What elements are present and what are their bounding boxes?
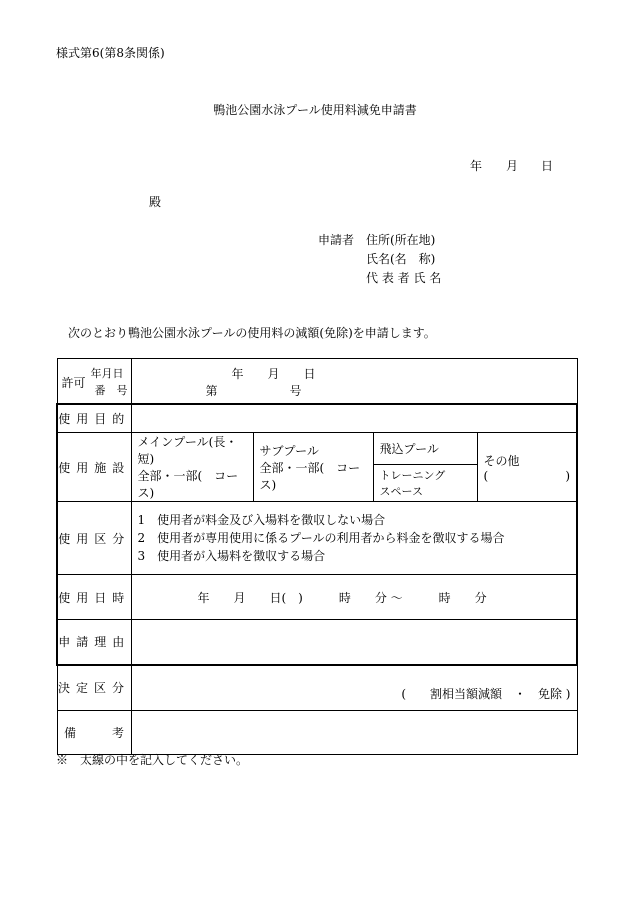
decision-label: 決定区分 (57, 665, 131, 711)
facility-other[interactable] (477, 433, 577, 502)
category-label: 使用区分 (57, 502, 131, 575)
row-facility-top (57, 433, 577, 465)
applicant-label: 申請者 (318, 233, 355, 247)
row-remarks (57, 711, 577, 755)
row-category (57, 502, 577, 575)
addressee-suffix: 殿 (149, 195, 162, 209)
page-title: 鴨池公園水泳プール使用料減免申請書 (213, 103, 417, 117)
reason-input[interactable] (131, 620, 577, 665)
permit-number-value: 第 号 (205, 384, 302, 399)
category-option-1[interactable]: 1 使用者が料金及び入場料を徴収しない場合 (137, 513, 386, 527)
row-reason (57, 620, 577, 665)
facility-sub-pool[interactable] (253, 433, 373, 502)
category-options (131, 502, 577, 575)
category-option-2[interactable]: 2 使用者が専用使用に係るプールの利用者から料金を徴収する場合 (137, 531, 505, 545)
facility-label: 使用施設 (57, 433, 131, 502)
remarks-label: 備 考 (57, 711, 131, 755)
row-permit (57, 359, 577, 404)
facility-diving-pool[interactable]: 飛込プール (373, 433, 477, 465)
application-table (56, 358, 576, 746)
datetime-value[interactable]: 年 月 日( ) 時 分 〜 時 分 (131, 575, 577, 620)
row-purpose (57, 404, 577, 433)
reason-label: 申請理由 (57, 620, 131, 665)
applicant-address: 住所(所在地) (366, 233, 436, 247)
permit-sub-number: 番 号 (94, 384, 128, 398)
main-pool-detail: 全部・一部( コース) (137, 469, 239, 500)
other-close-paren: ) (565, 468, 570, 483)
decision-value: ( 割相当額減額 ・ 免除 ) (131, 665, 577, 711)
intro-text: 次のとおり鴨池公園水泳プールの使用料の減額(免除)を申請します。 (68, 326, 436, 340)
other-open-paren: ( (483, 468, 489, 483)
training-space-line-2: スペース (379, 485, 423, 499)
date-day: 日 (541, 159, 554, 173)
applicant-name: 氏名(名 称) (366, 252, 436, 266)
permit-label: 許可 (61, 376, 86, 391)
permit-value-cell[interactable] (131, 359, 577, 404)
remarks-input (131, 711, 577, 755)
date-year: 年 (470, 159, 483, 173)
category-option-3[interactable]: 3 使用者が入場料を徴収する場合 (137, 549, 326, 563)
applicant-representative: 代 表 者 氏 名 (366, 271, 442, 285)
sub-pool-detail: 全部・一部( コース) (259, 460, 361, 492)
date-month: 月 (506, 159, 519, 173)
main-pool-label: メインプール(長・短) (137, 435, 238, 466)
facility-training-space[interactable] (373, 465, 477, 502)
other-label: その他 (483, 453, 520, 468)
purpose-label: 使用目的 (57, 404, 131, 433)
facility-main-pool[interactable] (131, 433, 253, 502)
permit-label-cell (57, 359, 131, 404)
permit-sub-date: 年月日 (90, 367, 124, 381)
datetime-label: 使用日時 (57, 575, 131, 620)
footnote: ※ 太線の中を記入してください。 (56, 753, 249, 767)
row-decision (57, 665, 577, 711)
sub-pool-label: サブプール (259, 443, 319, 458)
training-space-line-1: トレーニング (379, 469, 446, 483)
form-number: 様式第6(第8条関係) (56, 46, 165, 60)
permit-date-value: 年 月 日 (231, 367, 316, 382)
purpose-input[interactable] (131, 404, 577, 433)
row-datetime (57, 575, 577, 620)
